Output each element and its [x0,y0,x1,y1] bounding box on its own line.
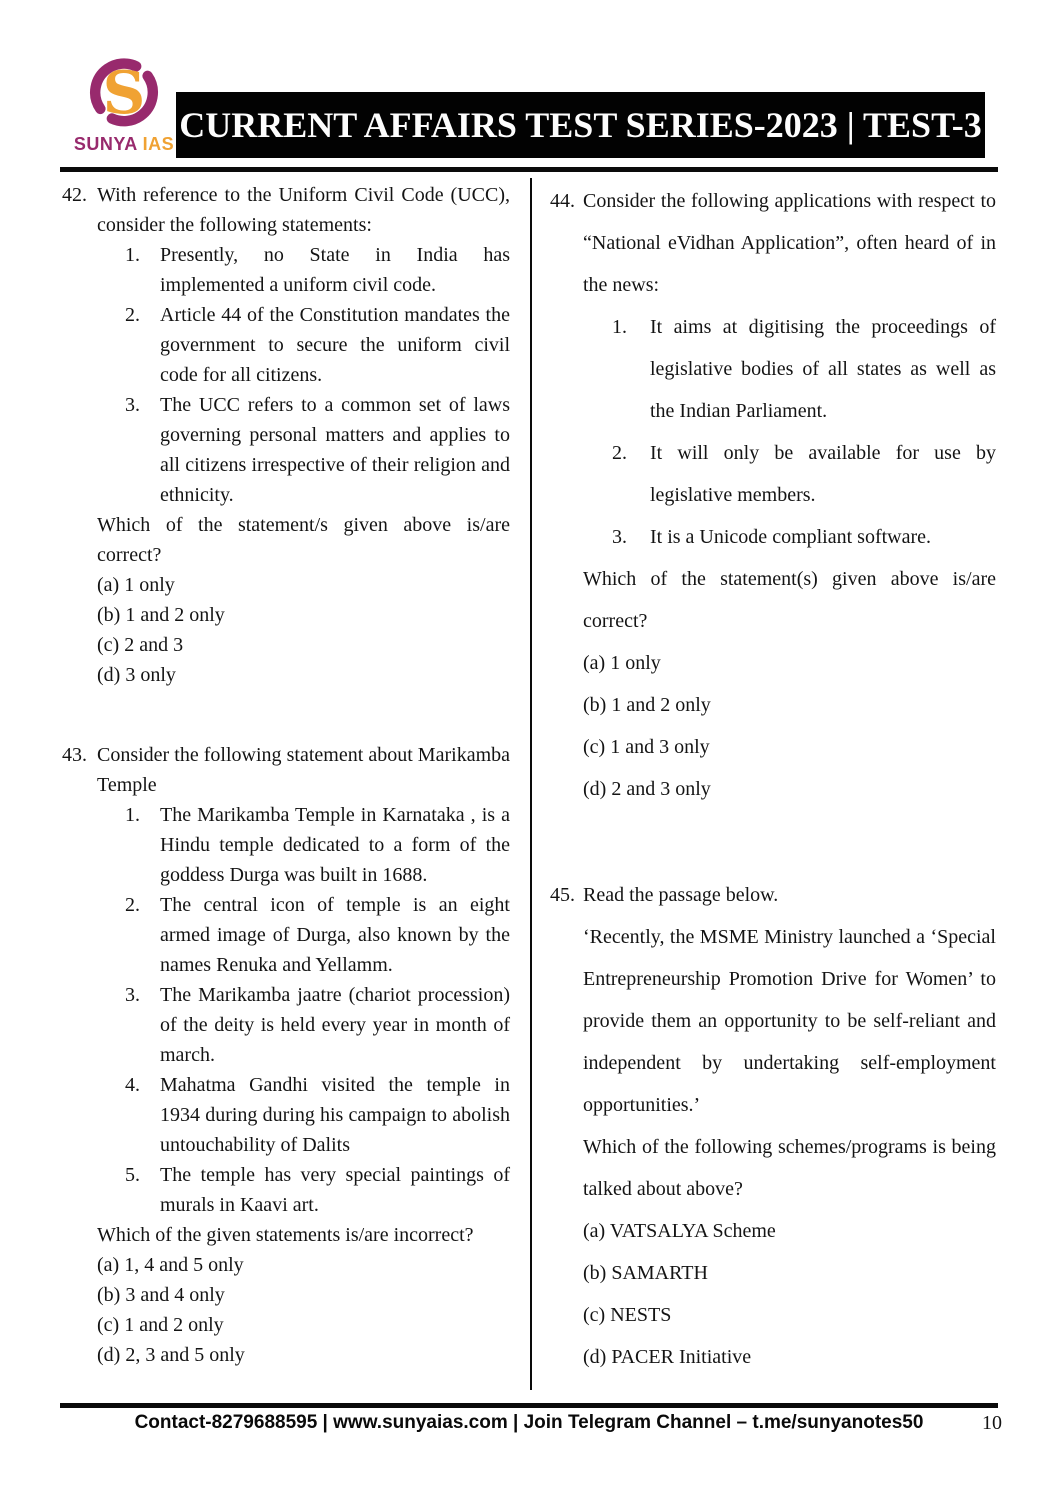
option-b: (b) 3 and 4 only [97,1284,225,1306]
option-b: (b) SAMARTH [583,1262,708,1284]
question-intro: Consider the following applications with respect to “National eVidhan Application”, often heard of in the news: [583,190,996,296]
option-d: (d) 3 only [97,664,176,686]
statement-number: 2. [125,304,140,326]
question-number: 42. [62,184,87,206]
header-rule [60,167,998,172]
statement-number: 2. [125,894,140,916]
statement-number: 3. [125,394,140,416]
question-intro: Consider the following statement about Marikamba Temple [97,744,510,796]
option-c: (c) 1 and 3 only [583,736,710,758]
question-number: 44. [550,190,575,212]
statement-text: Mahatma Gandhi visited the temple in 1934 during during his campaign to abolish untouchability of Dalits [160,1074,510,1156]
page-number: 10 [982,1412,1002,1434]
question-body [97,180,510,690]
option-c: (c) 2 and 3 [97,634,184,656]
statement-item [125,890,510,980]
statement-item [125,300,510,390]
question-44 [550,180,996,810]
question-body [583,180,996,810]
statement-item [612,432,996,516]
left-column [62,180,510,1370]
option-a: (a) VATSALYA Scheme [583,1220,776,1242]
question-number: 45. [550,884,575,906]
logo-text-ias: IAS [142,134,175,154]
option-b: (b) 1 and 2 only [97,604,225,626]
question-body [97,740,510,1370]
question-prompt: Which of the following schemes/programs is being talked about above? [583,1136,996,1200]
statement-item [125,390,510,510]
option-d: (d) PACER Initiative [583,1346,752,1368]
statement-text: Article 44 of the Constitution mandates the government to secure the uniform civil code for all citizens. [160,304,510,386]
option-c: (c) 1 and 2 only [97,1314,224,1336]
option-a: (a) 1 only [583,652,661,674]
question-45 [550,874,996,1378]
statement-text: The central icon of temple is an eight armed image of Durga, also known by the names Renuka and Yellamm. [160,894,510,976]
statement-number: 3. [125,984,140,1006]
question-prompt: Which of the given statements is/are incorrect? [97,1224,474,1246]
option-d: (d) 2, 3 and 5 only [97,1344,245,1366]
statement-number: 1. [612,316,627,338]
sunya-ias-logo [70,54,178,164]
question-intro: With reference to the Uniform Civil Code (UCC), consider the following statements: [97,184,510,236]
column-divider [530,178,532,1390]
statement-text: The Marikamba Temple in Karnataka , is a Hindu temple dedicated to a form of the goddess Durga was built in 1688. [160,804,510,886]
statement-text: It aims at digitising the proceedings of legislative bodies of all states as well as the Indian Parliament. [650,316,996,422]
statement-text: The Marikamba jaatre (chariot procession) of the deity is held every year in month of march. [160,984,510,1066]
statement-number: 4. [125,1074,140,1096]
option-d: (d) 2 and 3 only [583,778,711,800]
statement-item [125,800,510,890]
footer-rule [60,1403,998,1408]
statement-number: 1. [125,244,140,266]
option-c: (c) NESTS [583,1304,672,1326]
option-a: (a) 1, 4 and 5 only [97,1254,244,1276]
statement-item [125,1160,510,1220]
option-b: (b) 1 and 2 only [583,694,711,716]
statement-number: 3. [612,526,627,548]
right-column [550,180,996,1378]
statement-item [612,306,996,432]
question-prompt: Which of the statement/s given above is/are correct? [97,514,510,566]
statement-text: It is a Unicode compliant software. [650,526,932,548]
question-prompt: Which of the statement(s) given above is/are correct? [583,568,996,632]
statement-number: 5. [125,1164,140,1186]
statement-number: 1. [125,804,140,826]
footer-contact: Contact-8279688595 | www.sunyaias.com | Join Telegram Channel – t.me/sunyanotes50 [134,1412,924,1433]
question-43 [62,740,510,1370]
question-passage: ‘Recently, the MSME Ministry launched a ‘Special Entrepreneurship Promotion Drive for Women’ to provide them an opportunity to be self-reliant and independent by undertaking self-employment opportunities.’ [583,926,996,1116]
statement-item [125,1070,510,1160]
statement-text: It will only be available for use by legislative members. [650,442,996,506]
question-intro: Read the passage below. [583,884,779,906]
logo-s-icon [83,54,165,134]
title-banner [176,92,985,158]
statement-item [125,240,510,300]
option-a: (a) 1 only [97,574,175,596]
statement-text: Presently, no State in India has implemented a uniform civil code. [160,244,510,296]
statement-text: The temple has very special paintings of murals in Kaavi art. [160,1164,510,1216]
logo-text-sunya: SUNYA [73,134,138,154]
question-body [583,874,996,1378]
statement-number: 2. [612,442,627,464]
page-title: CURRENT AFFAIRS TEST SERIES-2023 | TEST-3 [179,105,982,145]
statement-item [125,980,510,1070]
question-42 [62,180,510,690]
logo-wordmark [70,134,178,155]
svg-text:S: S [102,57,146,128]
statement-text: The UCC refers to a common set of laws governing personal matters and applies to all citizens irrespective of their religion and ethnicity. [160,394,510,506]
statement-item [612,516,996,558]
question-number: 43. [62,744,87,766]
